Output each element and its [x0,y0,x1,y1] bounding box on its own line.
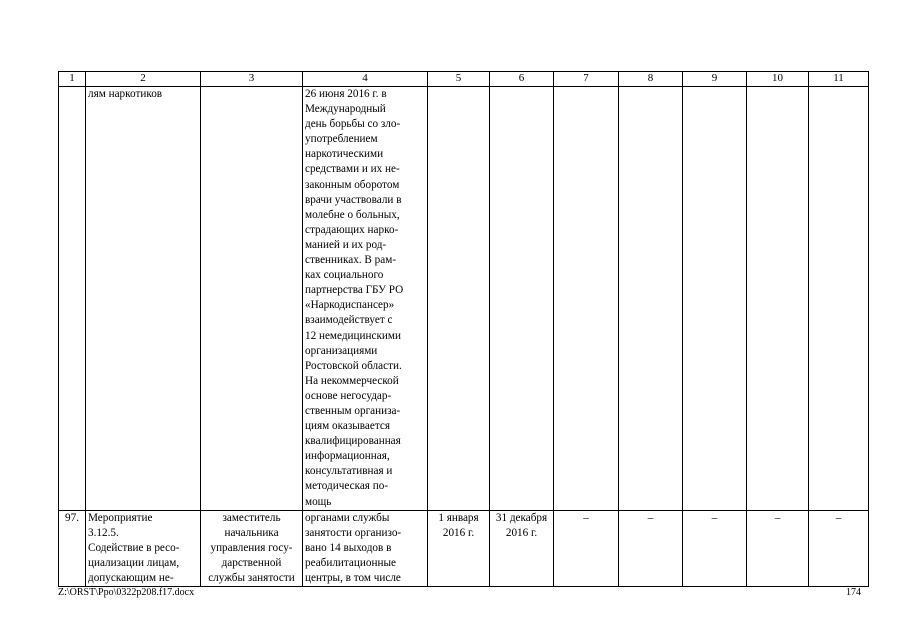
cell-text-line: употреблением [305,133,378,146]
row1-number-cell [59,87,86,511]
table-row [59,510,869,586]
cell-text-line: наркотическими [305,148,384,161]
cell-text-line: 2016 г. [505,526,538,539]
row2-start-date-cell [428,510,490,586]
header-cell-9: 9 [683,72,747,87]
cell-text-line: дарственной [221,556,282,569]
cell-text-line: Ростовской области. [305,359,402,372]
row1-cell-5 [428,87,490,511]
cell-text-line: 3.12.5. [88,526,119,539]
cell-text-line: допускающим не- [88,572,174,584]
cell-text-line: циям оказывается [305,420,390,433]
row2-responsible-cell [201,510,303,586]
row1-measure-cell [86,87,201,511]
cell-text-line: реабилитационные [305,556,396,569]
cell-text-line: центры, в том числе [305,572,401,584]
row2-end-date-cell [490,510,554,586]
cell-text-line: манией и их род- [305,238,387,251]
header-cell-5: 5 [428,72,490,87]
cell-text-line: консультативная и [305,465,393,478]
header-cell-3: 3 [201,72,303,87]
cell-text-line: ственниках. В рам- [305,254,397,267]
cell-text-line: Мероприятие [88,511,153,524]
footer-page-number: 174 [846,587,861,598]
cell-text-line: информационная, [305,450,390,463]
cell-text-line: мощь [305,495,332,508]
row2-measure-cell [86,510,201,586]
table-row [59,87,869,511]
cell-text-line: партнерства ГБУ РО [305,284,404,297]
row1-result-cell [303,87,428,511]
row2-number-cell: 97. [59,510,86,586]
cell-text-line: 26 июня 2016 г. в [305,88,387,100]
cell-text-line: «Наркодиспансер» [305,299,395,312]
cell-text-line: основе негосудар- [305,389,392,402]
header-cell-7: 7 [554,72,619,87]
cell-text-line: заместитель [222,511,281,524]
cell-text-line: законным оборотом [305,178,400,191]
cell-text-line: вано 14 выходов в [305,541,392,554]
cell-text-line: начальника [224,526,279,539]
row1-cell-9 [683,87,747,511]
row1-cell-10 [747,87,809,511]
cell-text-line: занятости организо- [305,526,402,539]
cell-text-line: молебне о больных, [305,208,400,221]
cell-text-line: На некоммерческой [305,374,399,387]
table-header-row [59,72,869,87]
row1-cell-6 [490,87,554,511]
header-cell-8: 8 [619,72,683,87]
cell-text-line: ках социального [305,269,384,282]
header-cell-11: 11 [809,72,869,87]
row2-cell-11: – [809,510,869,586]
row2-cell-9: – [683,510,747,586]
row2-cell-7: – [554,510,619,586]
header-cell-4: 4 [303,72,428,87]
document-table [58,71,869,587]
cell-text-line: квалифицированная [305,435,401,448]
header-cell-2: 2 [86,72,201,87]
cell-text-line: циализации лицам, [88,556,180,569]
cell-text-line: 1 января [438,511,479,524]
cell-text-line: службы занятости [208,572,295,584]
row1-cell-7 [554,87,619,511]
row2-cell-10: – [747,510,809,586]
cell-text-line: взаимодействует с [305,314,393,327]
cell-text-line: управления госу- [210,541,293,554]
cell-text-line: страдающих нарко- [305,223,399,236]
cell-text-line: Международный [305,103,386,116]
cell-text-line: 31 декабря [495,511,548,524]
cell-text-line: врачи участвовали в [305,193,402,206]
cell-text-line: Содействие в ресо- [88,541,180,554]
cell-text-line: ственным организа- [305,404,401,417]
row1-cell-8 [619,87,683,511]
row1-cell-11 [809,87,869,511]
cell-text-line: органами службы [305,511,390,524]
cell-text-line: лям наркотиков [88,88,163,100]
header-cell-6: 6 [490,72,554,87]
cell-text-line: методическая по- [305,480,389,493]
cell-text-line: 2016 г. [442,526,475,539]
row2-cell-8: – [619,510,683,586]
header-cell-10: 10 [747,72,809,87]
cell-text-line: организациями [305,344,378,357]
cell-text-line: 12 немедицинскими [305,329,401,342]
footer-file-path: Z:\ORST\Ppo\0322p208.f17.docx [58,587,195,598]
cell-text-line: день борьбы со зло- [305,118,401,131]
header-cell-1: 1 [59,72,86,87]
row1-responsible-cell [201,87,303,511]
cell-text-line: средствами и их не- [305,163,400,176]
row2-result-cell [303,510,428,586]
